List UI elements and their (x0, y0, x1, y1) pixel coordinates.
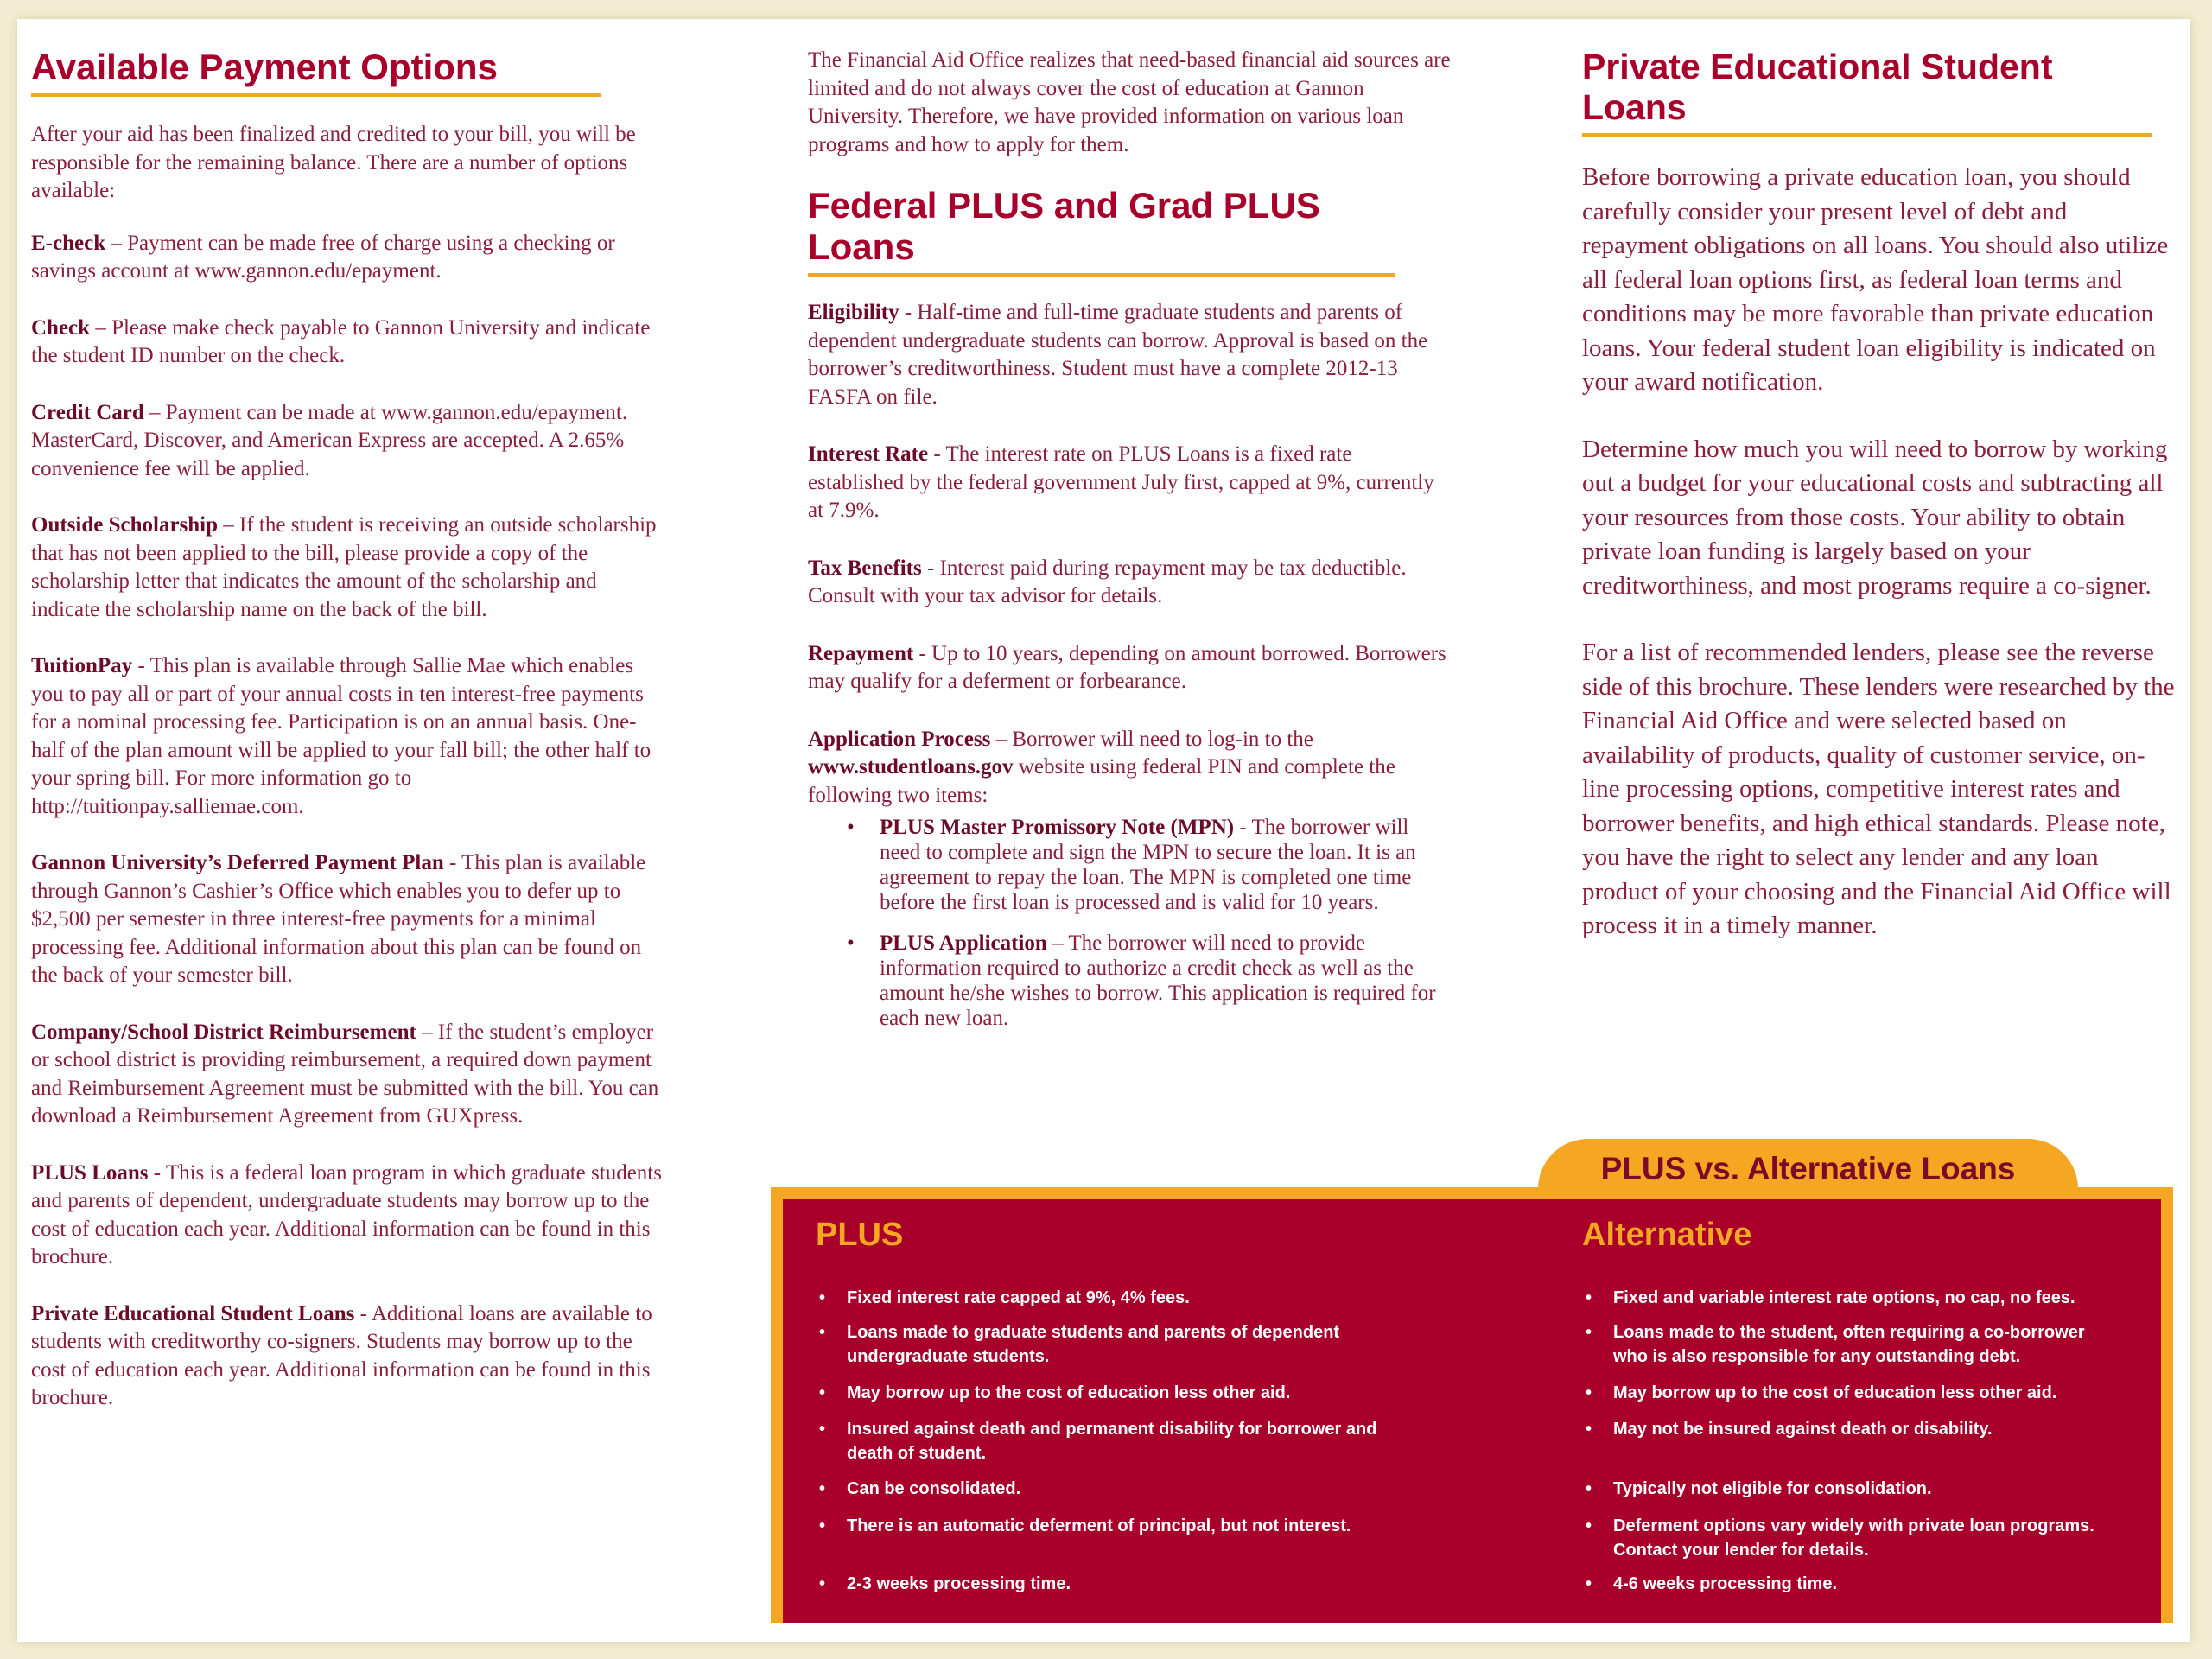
private-loans-paragraph: Before borrowing a private education loan, you should carefully consider your present level of debt and repayment obligations on all loans. You should also utilize all federal loan options first, as federal loan terms and conditions may be more favorable than private education loans. Your federal student loan eligibility is indicated on your award notification. (1582, 163, 2169, 396)
payment-option (31, 315, 666, 371)
application-step-text: The borrower will need to provide information required to authorize a credit check as well as the amount he/she wishes to borrow. This application is required for each new loan. (880, 931, 1436, 1030)
plus-feature (816, 1417, 1403, 1465)
application-process-text: Borrower will need to log-in to the (1012, 727, 1313, 751)
payment-option-term: Credit Card (31, 400, 144, 424)
plus-feature-text: Fixed interest rate capped at 9%, 4% fees. (847, 1288, 1190, 1307)
plus-feature-text: May borrow up to the cost of education less other aid. (847, 1383, 1291, 1402)
federal-plus-item-term: Repayment (808, 641, 914, 665)
alternative-feature (1582, 1477, 2109, 1501)
alternative-feature-text: May borrow up to the cost of education less other aid. (1613, 1383, 2057, 1402)
loan-programs-intro: The Financial Aid Office realizes that need-based financial aid sources are limited and do not always cover the cost of education at Gannon University. Therefore, we have provided information on various loan programs and how to apply for them. (808, 48, 1451, 156)
application-process-term: Application Process (808, 727, 991, 751)
private-loans-heading: Private Educational Student Loans (1582, 47, 2152, 137)
plus-feature-text: Can be consolidated. (847, 1479, 1021, 1498)
payment-option-separator: – (90, 315, 112, 340)
application-process-separator: – (990, 727, 1013, 751)
plus-feature (816, 1286, 1403, 1310)
federal-plus-item-separator: - (928, 442, 946, 466)
payment-option-text: If the student is receiving an outside scholarship that has not been applied to the bill, please provide a copy of the scholarship letter that indicates the amount of the scholarship and indicate the scholarship name on the back of the bill. (31, 513, 657, 621)
payment-option-term: E-check (31, 231, 106, 255)
federal-plus-item (808, 555, 1452, 611)
payment-option-text: Payment can be made at www.gannon.edu/epayment. MasterCard, Discover, and American Express are accepted. A 2.65% convenience fee will be applied. (31, 400, 628, 480)
alternative-feature-text: Typically not eligible for consolidation. (1613, 1479, 1932, 1498)
bullet-icon: • (819, 1383, 826, 1402)
payment-option-term: Private Educational Student Loans (31, 1301, 355, 1325)
alternative-feature-text: Loans made to the student, often requiring a co-borrower who is also responsible for any outstanding debt. (1613, 1323, 2085, 1366)
federal-plus-item-text: Interest paid during repayment may be tax deductible. Consult with your tax advisor for details. (808, 556, 1407, 607)
alternative-feature-text: May not be insured against death or disability. (1613, 1420, 1993, 1439)
private-loans-paragraph: For a list of recommended lenders, please see the reverse side of this brochure. These lenders were researched by the Financial Aid Office and were selected based on availability of products, quality of customer service, on-line processing options, competitive interest rates and borrower benefits, and high ethical standards. Please note, you have the right to select any lender and any loan product of your choosing and the Financial Aid Office will process it in a timely manner. (1582, 639, 2175, 939)
payment-options-column (31, 47, 666, 1441)
federal-plus-item-separator: - (913, 641, 932, 665)
application-step (808, 815, 1452, 915)
payment-option-term: Outside Scholarship (31, 513, 219, 537)
federal-plus-heading: Federal PLUS and Grad PLUS Loans (808, 185, 1395, 276)
federal-plus-item (808, 441, 1452, 525)
payment-option-term: TuitionPay (31, 654, 133, 677)
bullet-icon: • (1586, 1288, 1592, 1307)
federal-plus-item-text: Up to 10 years, depending on amount borrowed. Borrowers may qualify for a deferment or forbearance. (808, 641, 1446, 693)
payment-option-term: PLUS Loans (31, 1160, 149, 1185)
plus-feature (816, 1477, 1403, 1501)
bullet-icon: • (847, 931, 855, 955)
alternative-heading: Alternative (1582, 1217, 1752, 1253)
payment-option-separator: - (132, 654, 150, 677)
payment-option (31, 652, 666, 821)
application-step-separator: – (1046, 931, 1069, 955)
bullet-icon: • (1586, 1323, 1592, 1342)
plus-feature-text: Loans made to graduate students and parents of dependent undergraduate students. (847, 1323, 1340, 1366)
federal-plus-item-text: The interest rate on PLUS Loans is a fixed rate established by the federal government July first, capped at 9%, currently at 7.9%. (808, 442, 1434, 522)
alternative-feature-text: 4-6 weeks processing time. (1613, 1574, 1838, 1593)
payment-option (31, 1160, 666, 1272)
alternative-feature (1582, 1514, 2109, 1562)
payment-option-separator: – (105, 231, 128, 255)
plus-feature-text: There is an automatic deferment of principal, but not interest. (847, 1516, 1351, 1535)
application-step (808, 931, 1452, 1031)
payment-option-text: This plan is available through Gannon’s Cashier’s Office which enables you to defer up to $2,500 per semester in three interest-free payments for a minimal processing fee. Additional information about this plan can be found on the back of your semester bill. (31, 851, 646, 987)
bullet-icon: • (819, 1420, 826, 1439)
alternative-feature (1582, 1417, 2109, 1441)
payment-option (31, 1019, 666, 1131)
application-steps-list (808, 815, 1452, 1031)
payment-option-term: Gannon University’s Deferred Payment Plan (31, 851, 444, 874)
bullet-icon: • (819, 1516, 826, 1535)
application-step-separator: - (1234, 816, 1252, 839)
bullet-icon: • (1586, 1574, 1592, 1593)
payment-option-text: This plan is available through Sallie Mae which enables you to pay all or part of your annual costs in ten interest-free payments for a nominal processing fee. Participation is on an annual basis. One-half of the plan amount will be applied to your fall bill; the other half to your spring bill. For more information go to http://tuitionpay.salliemae.com. (31, 654, 652, 818)
studentloans-link[interactable]: www.studentloans.gov (808, 755, 1014, 779)
application-step-term: PLUS Application (880, 931, 1047, 955)
payment-option (31, 399, 666, 484)
federal-plus-item-term: Eligibility (808, 301, 899, 324)
payment-option-term: Check (31, 315, 91, 340)
bullet-icon: • (1586, 1479, 1592, 1498)
plus-feature (816, 1514, 1403, 1538)
payment-option-separator: – (218, 513, 240, 537)
payment-options-heading: Available Payment Options (31, 47, 601, 97)
alternative-feature (1582, 1286, 2109, 1310)
payment-option-text: Payment can be made free of charge using a checking or savings account at www.gannon.edu/epayment. (31, 231, 615, 283)
bullet-icon: • (1586, 1516, 1592, 1535)
federal-plus-details (808, 299, 1452, 696)
payment-option-text: If the student’s employer or school district is providing reimbursement, a required down payment and Reimbursement Agreement must be submitted with the bill. You can download a Reimbursement Agreement from GUXpress. (31, 1020, 659, 1128)
bullet-icon: • (1586, 1383, 1592, 1402)
payment-option (31, 512, 666, 624)
federal-plus-item (808, 299, 1452, 411)
payment-option-separator: - (443, 851, 462, 874)
payment-option-term: Company/School District Reimbursement (31, 1020, 416, 1044)
alternative-feature (1582, 1320, 2109, 1369)
plus-feature (816, 1572, 1403, 1596)
plus-feature-text: 2-3 weeks processing time. (847, 1574, 1071, 1593)
bullet-icon: • (819, 1574, 826, 1593)
bullet-icon: • (819, 1288, 826, 1307)
federal-plus-item-text: Half-time and full-time graduate students and parents of dependent undergraduate students can borrow. Approval is based on the borrower’s creditworthiness. Student must have a complete 2012-13 FASFA on file. (808, 301, 1428, 409)
payment-option-separator: – (143, 400, 166, 424)
payment-option (31, 849, 666, 990)
payment-option-text: Additional loans are available to students with creditworthy co-signers. Students may borrow up to the cost of education each year. Additional information can be found in this brochure. (31, 1301, 652, 1409)
comparison-title: PLUS vs. Alternative Loans (1600, 1151, 2016, 1186)
alternative-feature-text: Fixed and variable interest rate options, no cap, no fees. (1613, 1288, 2075, 1307)
application-step-text: The borrower will need to complete and sign the MPN to secure the loan. It is an agreement to repay the loan. The MPN is completed one time before the first loan is processed and is valid for 10 years. (880, 816, 1416, 914)
payment-options-intro: After your aid has been finalized and credited to your bill, you will be responsible for the remaining balance. There are a number of options available: (31, 123, 636, 202)
federal-plus-item-term: Tax Benefits (808, 556, 922, 580)
payment-option-separator: - (148, 1160, 166, 1185)
plus-heading: PLUS (816, 1217, 904, 1253)
bullet-icon: • (1586, 1420, 1592, 1439)
alternative-feature-text: Deferment options vary widely with private loan programs. Contact your lender for details. (1613, 1516, 2094, 1560)
private-loans-column (1582, 47, 2178, 976)
comparison-box (771, 1187, 2173, 1623)
payment-option-text: Please make check payable to Gannon University and indicate the student ID number on the check. (31, 315, 651, 367)
payment-option-separator: - (354, 1301, 372, 1325)
application-process-text-end: website using federal PIN and complete the following two items: (808, 755, 1395, 807)
plus-feature (816, 1381, 1403, 1405)
comparison-panel (783, 1199, 2161, 1623)
application-step-term: PLUS Master Promissory Note (MPN) (880, 816, 1235, 839)
loan-programs-column (808, 47, 1452, 1046)
payment-option (31, 1300, 666, 1413)
federal-plus-item-separator: - (921, 556, 940, 580)
plus-feature (816, 1320, 1403, 1369)
bullet-icon: • (847, 816, 855, 839)
alternative-feature (1582, 1572, 2109, 1596)
federal-plus-item-separator: - (899, 301, 918, 324)
private-loans-paragraph: Determine how much you will need to borrow by working out a budget for your educational costs and subtracting all your resources from those costs. Your ability to obtain private loan funding is largely based on your creditworthiness, and most programs require a co-signer. (1582, 435, 2168, 600)
payment-option (31, 230, 666, 286)
plus-feature-text: Insured against death and permanent disability for borrower and death of student. (847, 1420, 1377, 1463)
bullet-icon: • (819, 1323, 826, 1342)
federal-plus-item-term: Interest Rate (808, 442, 929, 466)
payment-options-list (31, 230, 666, 1413)
alternative-feature (1582, 1381, 2109, 1405)
application-process (808, 726, 1452, 810)
payment-option-separator: – (416, 1020, 438, 1044)
bullet-icon: • (819, 1479, 826, 1498)
payment-option-text: This is a federal loan program in which graduate students and parents of dependent, undergraduate students may borrow up to the cost of education each year. Additional information can be found in this brochure. (31, 1160, 662, 1268)
federal-plus-item (808, 640, 1452, 696)
